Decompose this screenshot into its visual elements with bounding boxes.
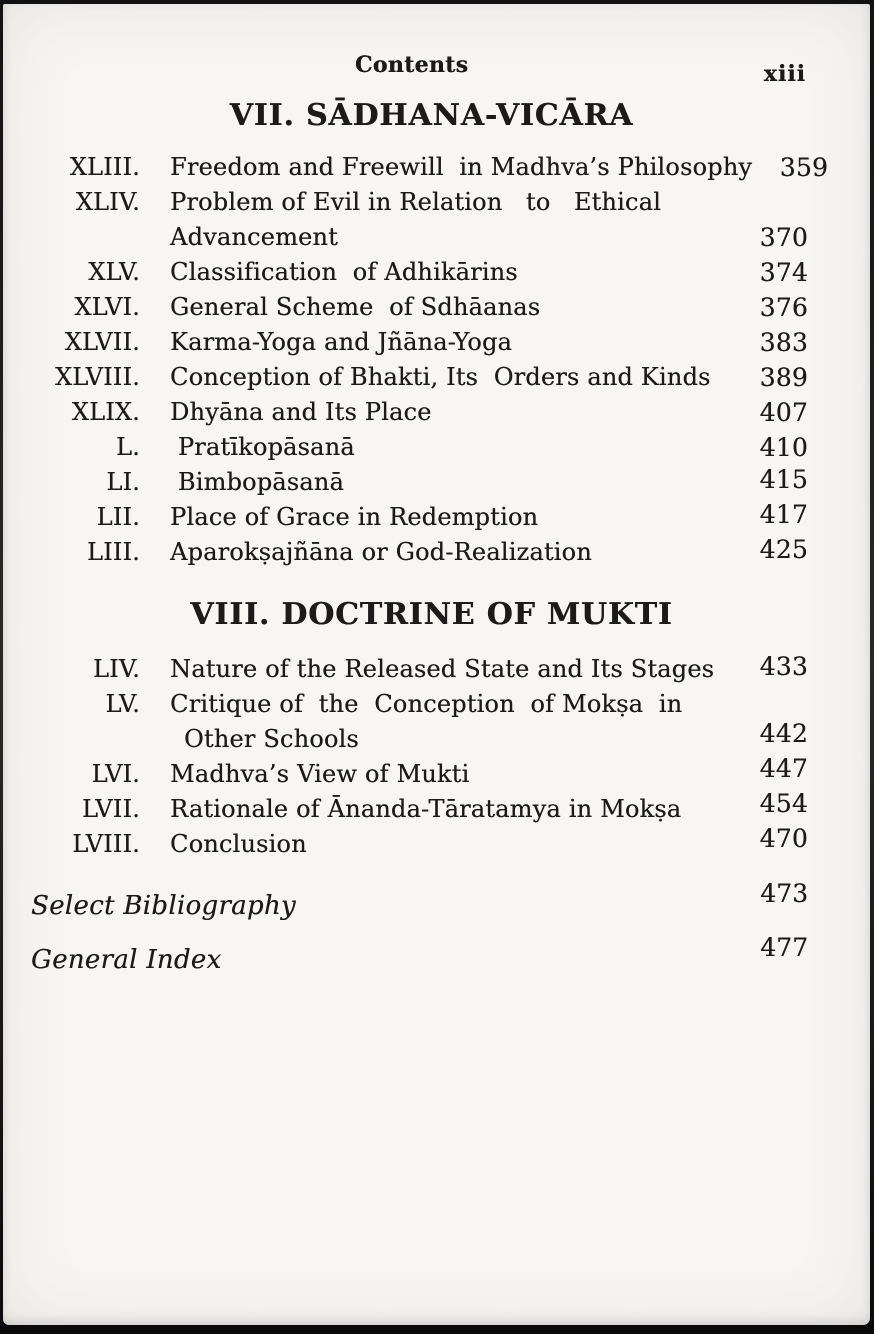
- back-matter: [3, 879, 808, 980]
- back-matter-title: General Index: [31, 945, 222, 975]
- chapter-title: Classification of Adhikārins: [170, 258, 518, 286]
- chapter-page-number: 425: [759, 535, 808, 564]
- chapter-title: [153, 687, 732, 757]
- chapter-page-number: 433: [759, 652, 808, 681]
- chapter-title: [153, 185, 732, 255]
- page-folio: xiii: [763, 61, 806, 87]
- chapter-title: Conception of Bhakti, Its Orders and Kinds: [170, 363, 711, 391]
- chapter-page-number: 407: [759, 398, 808, 427]
- chapter-numeral: XLIV.: [75, 188, 140, 216]
- chapter-numeral: XLIX.: [71, 398, 140, 426]
- chapter-page-number: 454: [759, 789, 808, 818]
- chapter-numeral: L.: [116, 433, 140, 461]
- chapter-numeral: LVI.: [91, 760, 140, 788]
- chapter-page-number: 383: [759, 328, 808, 357]
- toc-entry: [3, 150, 829, 185]
- chapter-title: Bimbopāsanā: [170, 468, 344, 496]
- chapter-page-number: 389: [759, 363, 808, 392]
- toc-entry: [3, 500, 808, 535]
- chapter-numeral: LVII.: [81, 795, 140, 823]
- chapter-page-number: 447: [759, 754, 808, 783]
- back-matter-page-number: 473: [760, 879, 808, 908]
- chapter-title: Conclusion: [170, 830, 307, 858]
- chapter-numeral: LVIII.: [72, 830, 140, 858]
- chapter-page-number: 359: [779, 153, 829, 182]
- toc-entry: [3, 652, 808, 687]
- running-title: Contents: [355, 52, 469, 78]
- chapter-title-line2: Advancement: [170, 223, 338, 251]
- chapter-numeral: LIV.: [93, 655, 140, 683]
- chapter-title: Aparokṣajñāna or God-Realization: [170, 538, 592, 566]
- chapter-numeral: XLVII.: [64, 328, 140, 356]
- toc-entry: [3, 360, 808, 395]
- chapter-numeral: LII.: [96, 503, 140, 531]
- chapter-title: Dhyāna and Its Place: [170, 398, 432, 426]
- back-matter-row: [3, 879, 808, 926]
- chapter-numeral: XLVIII.: [55, 363, 140, 391]
- chapter-title: Pratīkopāsanā: [170, 433, 355, 461]
- chapter-title: Rationale of Ānanda-Tāratamya in Mokṣa: [170, 795, 682, 823]
- toc-entry: [3, 185, 808, 255]
- chapter-title-line1: Problem of Evil in Relation to Ethical: [170, 188, 661, 216]
- chapter-numeral: XLV.: [88, 258, 140, 286]
- chapter-title: Nature of the Released State and Its Stages: [170, 655, 715, 683]
- toc-entry: [3, 687, 808, 757]
- chapter-numeral: XLIII.: [69, 153, 140, 181]
- chapter-title: General Scheme of Sdhāanas: [170, 293, 541, 321]
- toc-entry: [3, 465, 808, 500]
- chapter-numeral: LIII.: [86, 538, 140, 566]
- chapter-page-number: 415: [759, 465, 808, 494]
- chapter-title: Karma-Yoga and Jñāna-Yoga: [170, 328, 513, 356]
- chapter-title-line2: Other Schools: [184, 725, 359, 753]
- chapter-page-number: 370: [759, 223, 808, 252]
- chapter-title: Place of Grace in Redemption: [170, 503, 539, 531]
- chapter-page-number: 374: [759, 258, 808, 287]
- toc-entry: [3, 535, 808, 570]
- chapter-page-number: 410: [759, 433, 808, 462]
- chapter-title: Madhva’s View of Mukti: [170, 760, 470, 788]
- toc-entry: [3, 255, 808, 290]
- back-matter-page-number: 477: [760, 933, 808, 962]
- toc-entry: [3, 325, 808, 360]
- toc-entry: [3, 430, 808, 465]
- table-of-contents: [3, 4, 870, 980]
- toc-entry: [3, 290, 808, 325]
- section-heading-doctrine-of-mukti: VIII. DOCTRINE OF MUKTI: [190, 597, 673, 632]
- toc-entry: [3, 789, 808, 827]
- toc-entry: [3, 824, 808, 862]
- chapter-title-line1: Critique of the Conception of Mokṣa in: [170, 690, 683, 718]
- chapter-page-number: 417: [759, 500, 808, 529]
- running-header: [3, 50, 808, 92]
- back-matter-title: Select Bibliography: [31, 891, 296, 921]
- section-heading-sadhana-vicara: VII. SĀDHANA-VICĀRA: [229, 98, 634, 133]
- toc-entry: [3, 754, 808, 792]
- chapter-page-number: 442: [759, 719, 808, 748]
- page: [3, 4, 870, 1325]
- chapter-page-number: 470: [759, 824, 808, 853]
- chapter-numeral: XLVI.: [74, 293, 140, 321]
- chapter-page-number: 376: [759, 293, 808, 322]
- chapter-numeral: LV.: [105, 690, 140, 718]
- back-matter-row: [3, 933, 808, 980]
- chapter-numeral: LI.: [106, 468, 140, 496]
- toc-entry: [3, 395, 808, 430]
- chapter-title: Freedom and Freewill in Madhva’s Philosophy: [170, 153, 753, 181]
